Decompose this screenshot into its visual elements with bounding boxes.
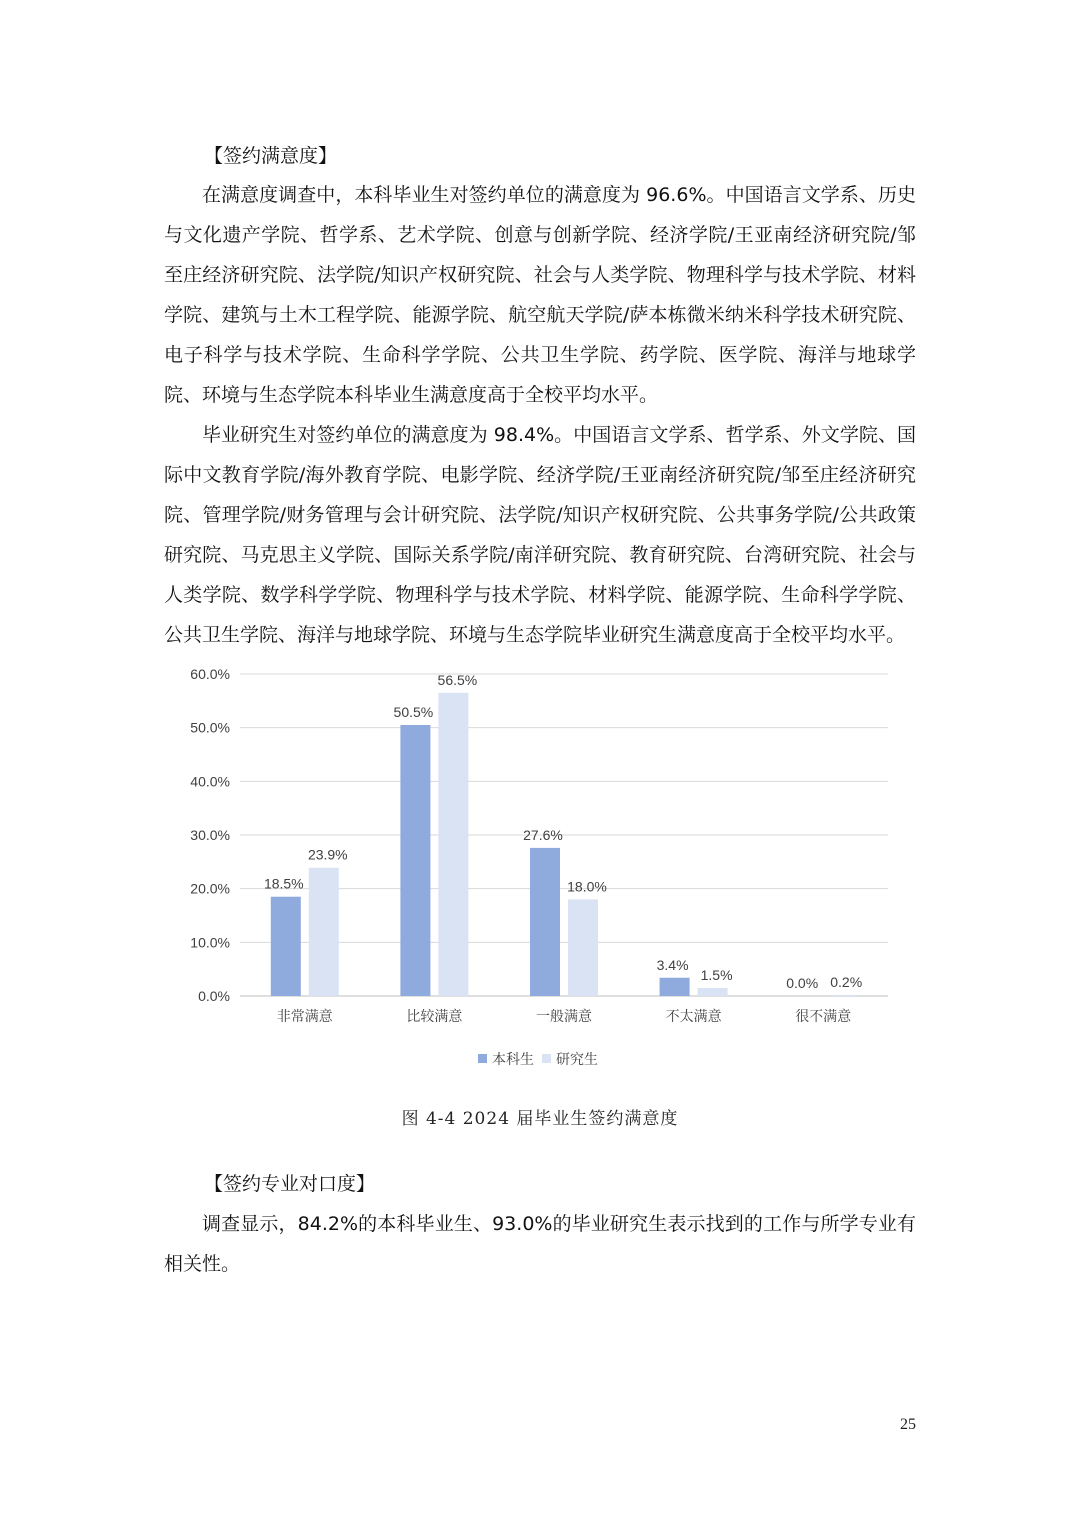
page-number: 25 xyxy=(900,1416,916,1433)
legend-label: 本科生 xyxy=(492,1051,534,1067)
section-heading-major-match: 【签约专业对口度】 xyxy=(204,1173,376,1195)
bar-graduate xyxy=(568,899,598,996)
x-tick-label: 一般满意 xyxy=(536,1008,592,1024)
legend-swatch xyxy=(542,1054,551,1063)
bar-graduate xyxy=(698,988,728,996)
bar-undergraduate xyxy=(400,725,430,996)
bar-undergraduate xyxy=(271,897,301,996)
y-tick-label: 0.0% xyxy=(198,988,230,1004)
data-label: 0.0% xyxy=(786,975,819,991)
y-tick-label: 10.0% xyxy=(190,934,230,951)
paragraph-graduate-satisfaction: 毕业研究生对签约单位的满意度为 98.4%。中国语言文学系、哲学系、外文学院、国际中文教育学院/海外教育学院、电影学院、经济学院/王亚南经济研究院/邹至庄经济研究院、管理学院/财务管理与会计研究院、法学院/知识产权研究院、公共事务学院/公共政策研究院、马克思主义学院、国际关系学院/南洋研究院、教育研究院、台湾研究院、社会与人类学院、数学科学学院、物理科学与技术学院、材料学院、能源学院、生命科学学院、公共卫生学院、海洋与地球学院、环境与生态学院毕业研究生满意度高于全校平均水平。 xyxy=(164,424,916,646)
paragraph-undergraduate-satisfaction: 在满意度调查中，本科毕业生对签约单位的满意度为 96.6%。中国语言文学系、历史与文化遗产学院、哲学系、艺术学院、创意与创新学院、经济学院/王亚南经济研究院/邹至庄经济研究院、法学院/知识产权研究院、社会与人类学院、物理科学与技术学院、材料学院、建筑与土木工程学院、能源学院、航空航天学院/萨本栋微米纳米科学技术研究院、电子科学与技术学院、生命科学学院、公共卫生学院、药学院、医学院、海洋与地球学院、环境与生态学院本科毕业生满意度高于全校平均水平。 xyxy=(164,184,916,406)
x-tick-label: 比较满意 xyxy=(406,1008,463,1024)
data-label: 3.4% xyxy=(656,956,689,973)
data-label: 50.5% xyxy=(393,703,434,720)
paragraph-major-match: 调查显示，84.2%的本科毕业生、93.0%的毕业研究生表示找到的工作与所学专业有相关性。 xyxy=(164,1213,916,1275)
data-label: 23.9% xyxy=(307,846,348,863)
bar-graduate xyxy=(827,995,857,996)
data-label: 1.5% xyxy=(700,966,733,983)
data-label: 18.5% xyxy=(263,875,304,892)
y-tick-label: 20.0% xyxy=(190,880,230,897)
y-tick-label: 50.0% xyxy=(190,719,230,736)
legend-swatch xyxy=(478,1054,487,1063)
y-tick-label: 30.0% xyxy=(190,827,230,843)
satisfaction-bar-chart xyxy=(160,655,900,1085)
legend-label: 研究生 xyxy=(556,1051,598,1067)
y-tick-label: 60.0% xyxy=(190,666,230,682)
x-tick-label: 很不满意 xyxy=(795,1008,852,1024)
data-label: 0.2% xyxy=(830,973,863,990)
data-label: 18.0% xyxy=(567,878,607,895)
bar-undergraduate xyxy=(660,978,690,996)
figure-caption: 图 4-4 2024 届毕业生签约满意度 xyxy=(401,1109,679,1129)
x-tick-label: 不太满意 xyxy=(665,1008,722,1024)
bar-undergraduate xyxy=(530,848,560,996)
y-tick-label: 40.0% xyxy=(190,773,230,790)
data-label: 56.5% xyxy=(437,671,478,688)
x-tick-label: 非常满意 xyxy=(276,1008,333,1024)
section-heading-signing-satisfaction: 【签约满意度】 xyxy=(204,145,338,167)
bar-graduate xyxy=(438,693,468,996)
bar-graduate xyxy=(309,868,339,996)
data-label: 27.6% xyxy=(523,826,563,843)
